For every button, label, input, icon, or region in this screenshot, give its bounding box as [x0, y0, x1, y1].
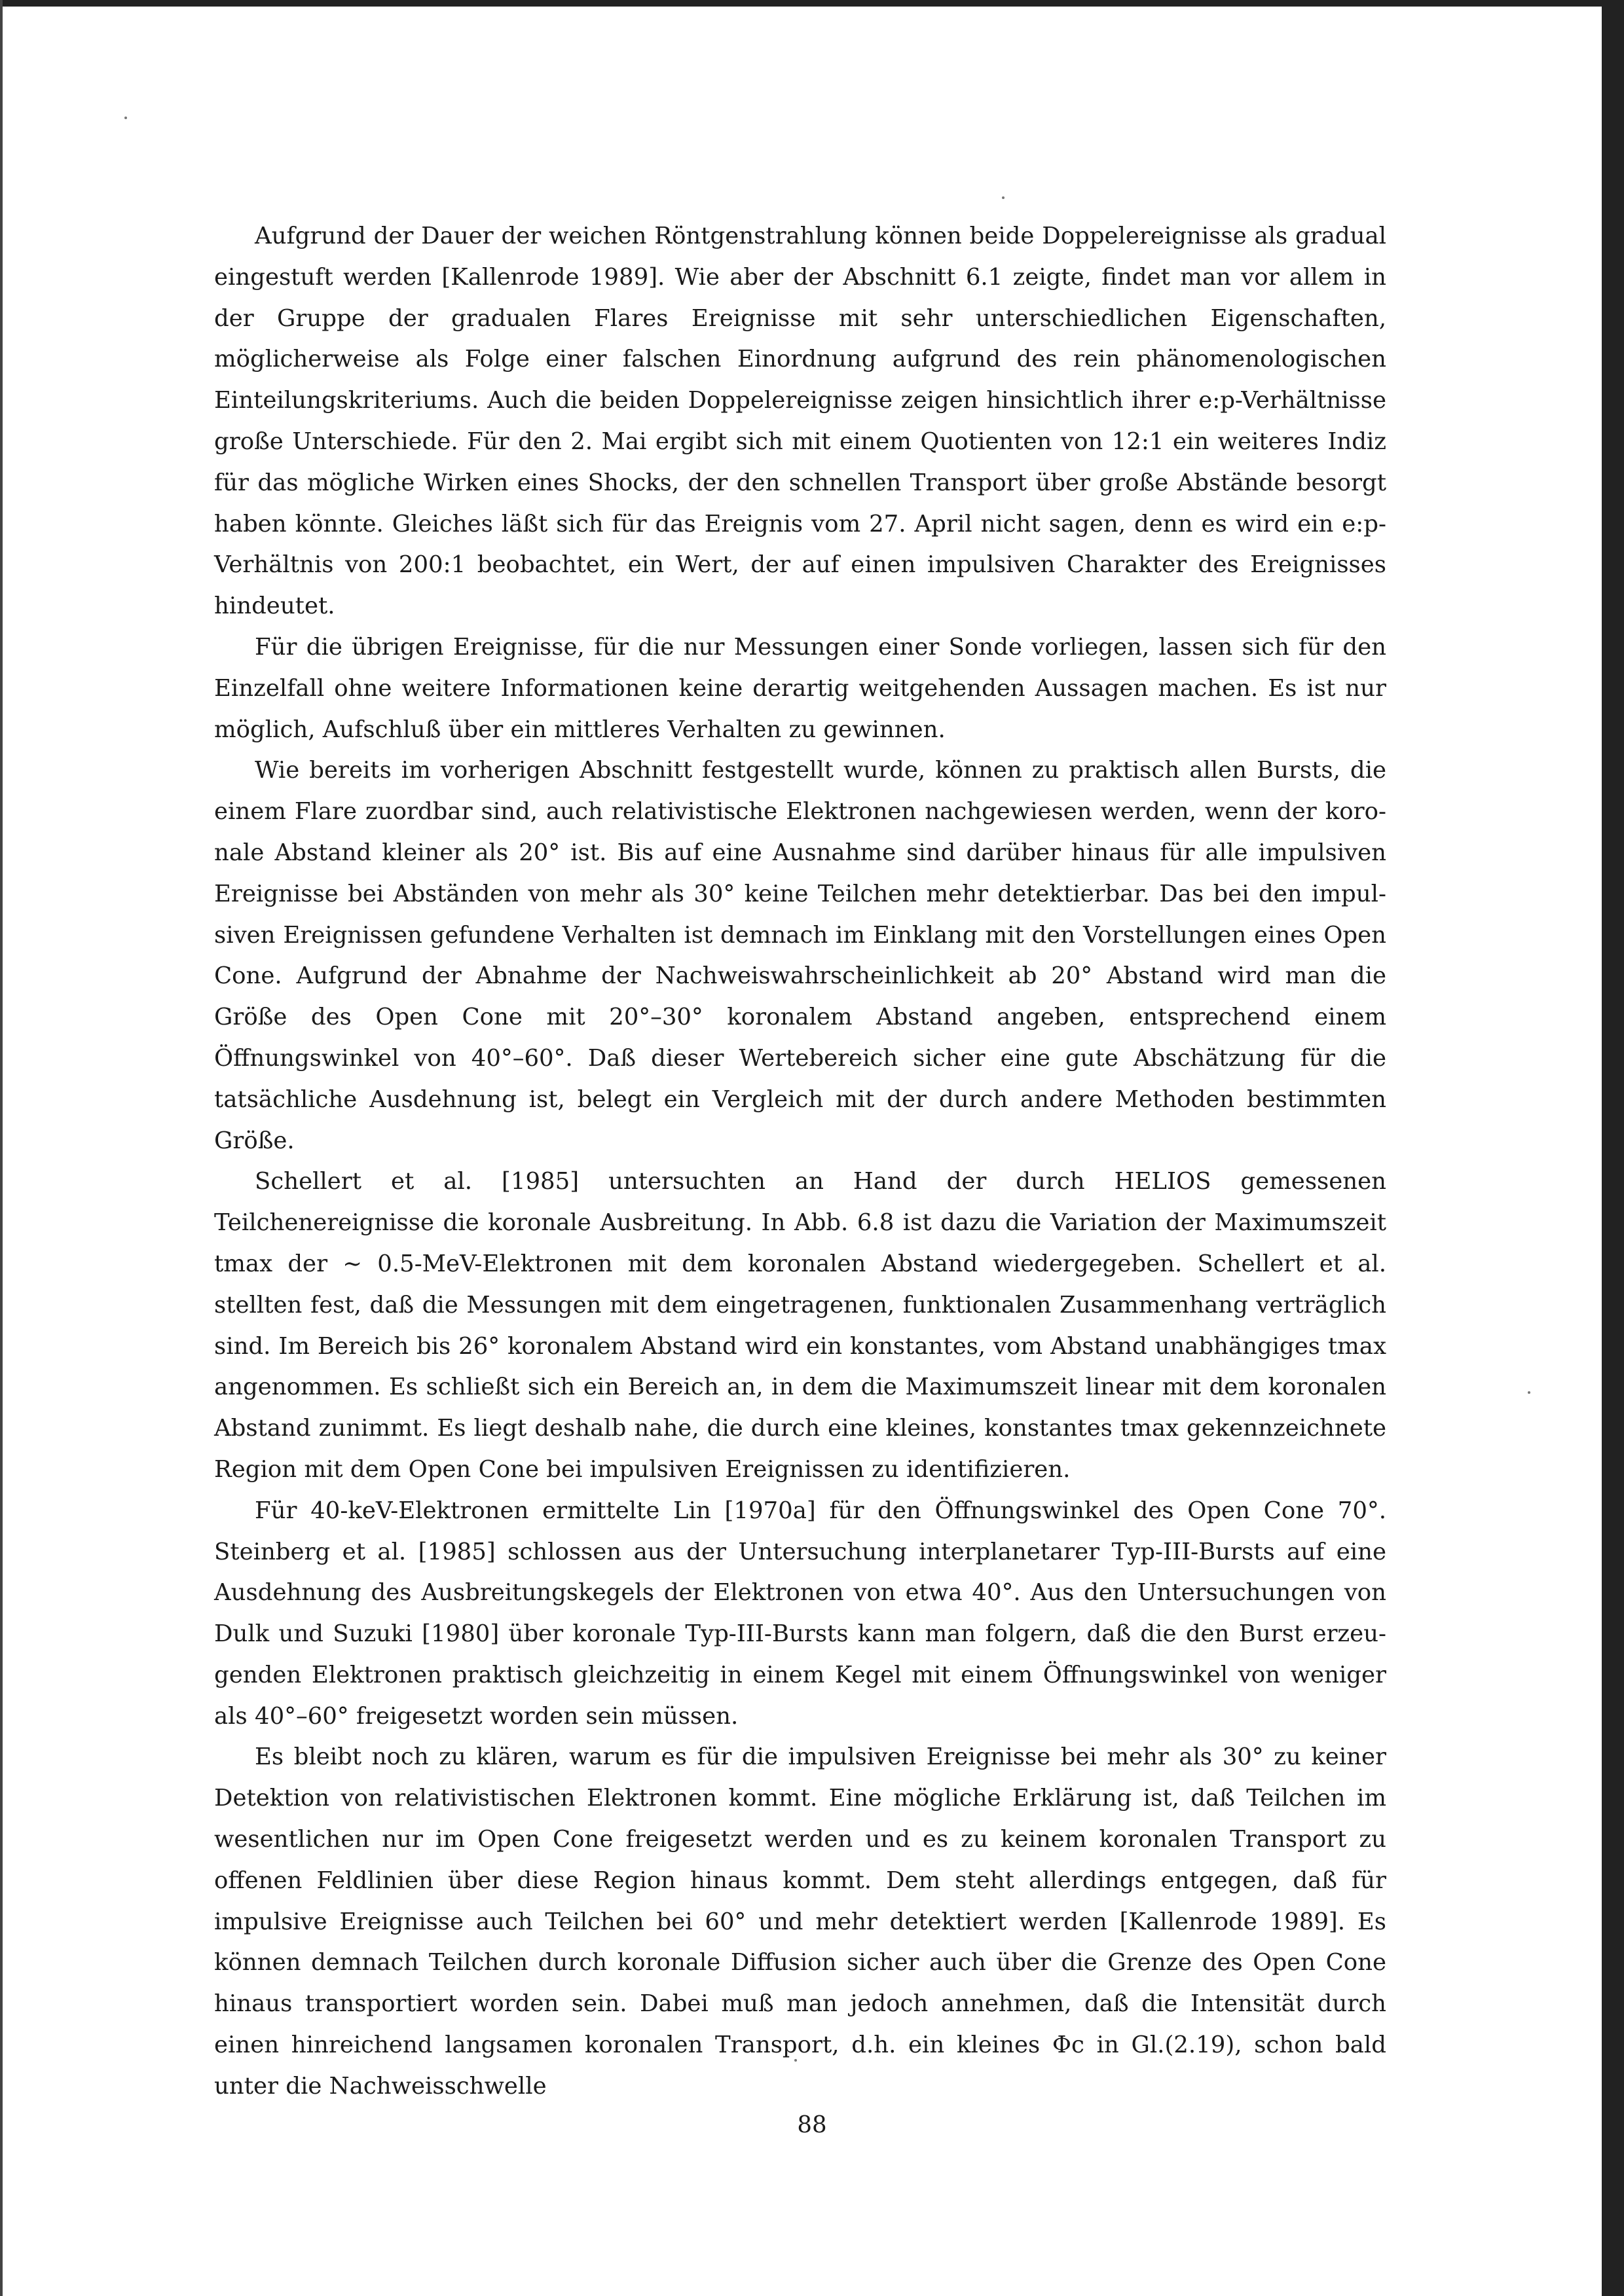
- scan-speck: [1002, 196, 1005, 199]
- scan-speck: [1528, 1391, 1530, 1394]
- paragraph: Schellert et al. [1985] untersuchten an Hand der durch HELIOS gemessenen Teilchenereignisse die koronale Ausbreitung. In Abb. 6.8 ist dazu die Variation der Maximumszeit tmax der ∼ 0.5-MeV-Elektronen mit dem koronalen Abstand wiedergegeben. Schellert et al. stellten fest, daß die Messungen mit dem eingetragenen, funktionalen Zusammenhang verträglich sind. Im Bereich bis 26° koronalem Abstand wird ein konstantes, vom Abstand unabhängiges tmax angenommen. Es schließt sich ein Bereich an, in dem die Maximumszeit linear mit dem koronalen Abstand zunimmt. Es liegt deshalb nahe, die durch eine kleines, konstantes tmax gekennzeichnete Region mit dem Open Cone bei impulsiven Ereignissen zu identifizieren.: [214, 1168, 1386, 1483]
- page-number: 88: [797, 2111, 827, 2138]
- scan-speck: [124, 117, 127, 119]
- scan-border-top: [0, 0, 1624, 7]
- paragraph: Für 40-keV-Elektronen ermittelte Lin [1970a] für den Öffnungswinkel des Open Cone 70°. Steinberg et al. [1985] schlossen aus der Untersuchung interplanetarer Typ-III-Bursts auf eine Ausdehnung des Ausbreitungskegels der Elektronen von etwa 40°. Aus den Untersuchungen von Dulk und Suzuki [1980] über koronale Typ-III-Bursts kann man folgern, daß die den Burst erzeugenden Elektronen praktisch gleichzeitig in einem Kegel mit einem Öffnungswinkel von weniger als 40°–60° freigesetzt worden sein müssen.: [214, 1497, 1386, 1730]
- scan-border-right: [1602, 0, 1624, 2296]
- paragraph: Es bleibt noch zu klären, warum es für die impulsiven Ereignisse bei mehr als 30° zu keiner Detektion von relativistischen Elektronen kommt. Eine mögliche Erklärung ist, daß Teilchen im wesentlichen nur im Open Cone freigesetzt werden und es zu keinem koronalen Transport zu offenen Feldlinien über diese Region hinaus kommt. Dem steht allerdings entgegen, daß für impulsive Ereignisse auch Teilchen bei 60° und mehr detektiert werden [Kallenrode 1989]. Es können demnach Teilchen durch koronale Diffusion sicher auch über die Grenze des Open Cone hinaus transportiert worden sein. Dabei muß man jedoch annehmen, daß die Intensität durch einen hinreichend langsamen koronalen Transport, d.h. ein kleines Φc in Gl.(2.19), schon bald unter die Nachweisschwelle: [214, 1743, 1386, 2100]
- paragraph: Für die übrigen Ereignisse, für die nur Messungen einer Sonde vorliegen, lassen sich für den Einzelfall ohne weitere Informationen keine derartig weitgehenden Aussagen machen. Es ist nur möglich, Aufschluß über ein mittleres Verhalten zu gewinnen.: [214, 633, 1386, 743]
- paragraph: Wie bereits im vorherigen Abschnitt festgestellt wurde, können zu praktisch allen Bursts, die einem Flare zuordbar sind, auch relativistische Elektronen nachgewiesen werden, wenn der koronale Abstand kleiner als 20° ist. Bis auf eine Ausnahme sind darüber hinaus für alle impulsiven Ereignisse bei Abständen von mehr als 30° keine Teilchen mehr detektierbar. Das bei den impulsiven Ereignissen gefundene Verhalten ist demnach im Einklang mit den Vorstellungen eines Open Cone. Aufgrund der Abnahme der Nachweiswahrscheinlichkeit ab 20° Abstand wird man die Größe des Open Cone mit 20°–30° koronalem Abstand angeben, entsprechend einem Öffnungswinkel von 40°–60°. Daß dieser Wertebereich sicher eine gute Abschätzung für die tatsächliche Ausdehnung ist, belegt ein Vergleich mit der durch andere Methoden bestimmten Größe.: [214, 757, 1386, 1154]
- paragraph: Aufgrund der Dauer der weichen Röntgenstrahlung können beide Doppelereignisse als gradual eingestuft werden [Kallenrode 1989]. Wie aber der Abschnitt 6.1 zeigte, findet man vor allem in der Gruppe der gradualen Flares Ereignisse mit sehr unterschiedlichen Eigenschaften, möglicherweise als Folge einer falschen Einordnung aufgrund des rein phänomenologischen Einteilungskriteriums. Auch die beiden Doppelereignisse zeigen hinsichtlich ihrer e:p-Verhältnisse große Unterschiede. Für den 2. Mai ergibt sich mit einem Quotienten von 12:1 ein weiteres Indiz für das mögliche Wirken eines Shocks, der den schnellen Transport über große Abstände besorgt haben könnte. Gleiches läßt sich für das Ereignis vom 27. April nicht sagen, denn es wird ein e:p-Verhältnis von 200:1 beobachtet, ein Wert, der auf einen impulsiven Charakter des Ereignisses hindeutet.: [214, 223, 1386, 620]
- body-text: [214, 216, 1386, 2107]
- scan-border-left: [0, 0, 3, 2296]
